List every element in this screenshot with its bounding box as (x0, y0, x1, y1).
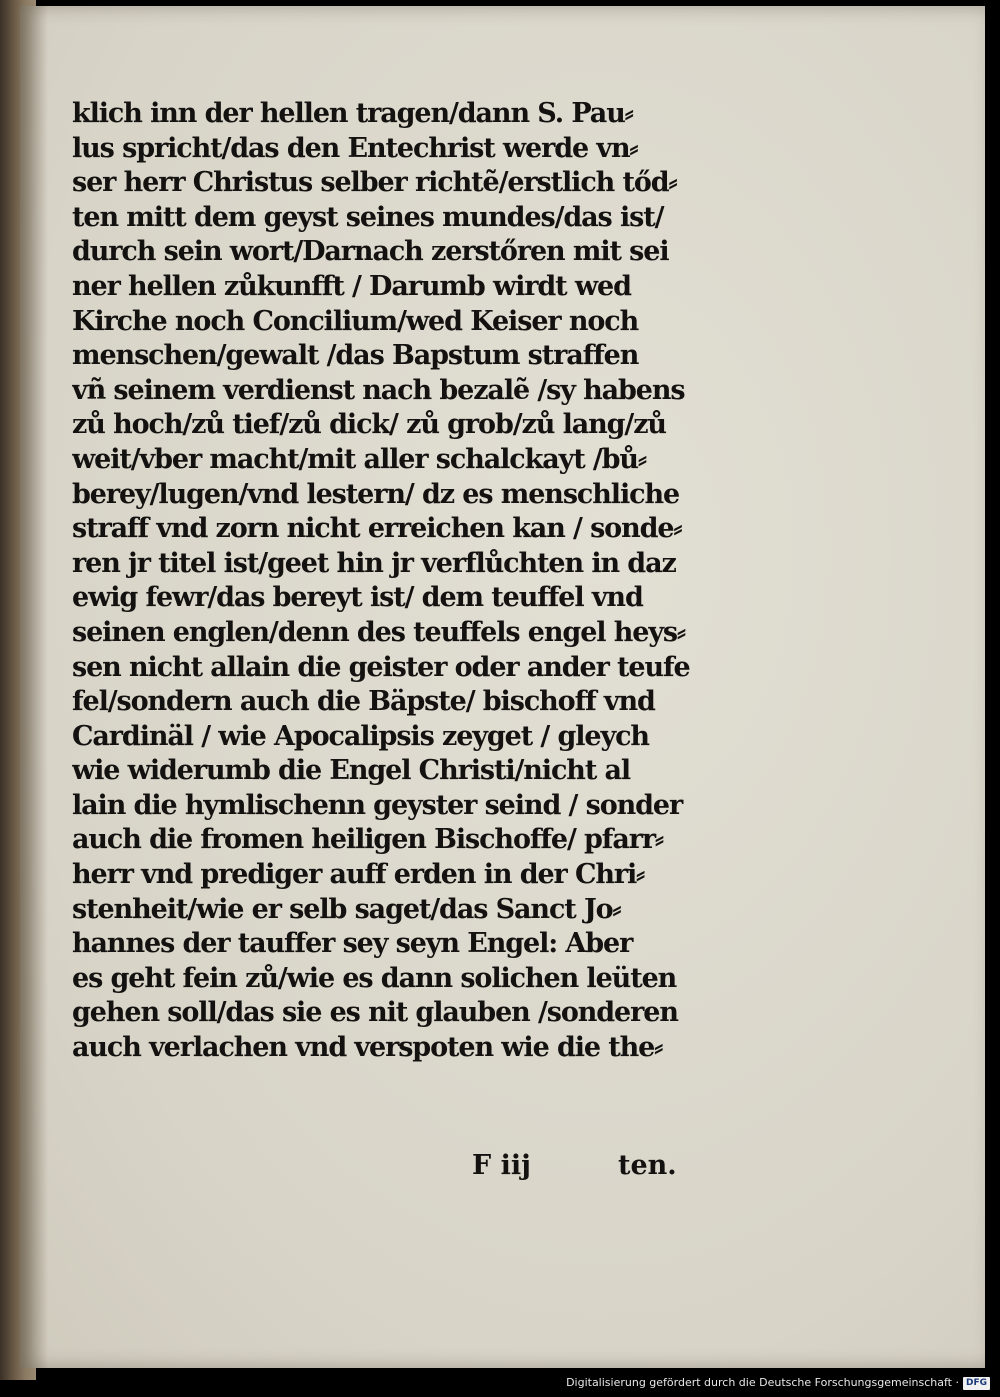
text-line: es geht fein zů/wie es dann solichen leüten (72, 962, 677, 994)
text-line: ten mitt dem geyst seines mundes/das ist/ (72, 201, 664, 233)
text-line: weit/vber macht/mit aller schalckayt /bů⸗ (72, 443, 646, 475)
text-line: wie widerumb die Engel Christi/nicht al (72, 755, 631, 787)
text-line: seinen englen/denn des teuffels engel heys⸗ (72, 616, 685, 648)
text-line: ren jr titel ist/geet hin jr verflůchten in daz (72, 547, 676, 579)
page-gutter-shadow (20, 6, 48, 1368)
text-line: stenheit/wie er selb saget/das Sanct Jo⸗ (72, 893, 621, 925)
text-line: auch verlachen vnd verspoten wie die the⸗ (72, 1032, 663, 1064)
text-line: hannes der tauffer sey seyn Engel: Aber (72, 928, 633, 960)
signature-mark: F iij (472, 1150, 531, 1181)
text-line: durch sein wort/Darnach zerstőren mit sei (72, 236, 669, 268)
catchword: ten. (618, 1150, 677, 1181)
text-line: straff vnd zorn nicht erreichen kan / sonde⸗ (72, 513, 682, 545)
text-line: auch die fromen heiligen Bischoffe/ pfarr⸗ (72, 824, 663, 856)
text-line: Cardinäl / wie Apocalipsis zeyget / gleych (72, 720, 649, 752)
text-line: lus spricht/das den Entechrist werde vn⸗ (72, 132, 638, 164)
text-line: herr vnd prediger auff erden in der Chri⸗ (72, 859, 645, 891)
text-line: berey/lugen/vnd lestern/ dz es menschliche (72, 478, 680, 510)
dfg-logo-icon: DFG (963, 1377, 990, 1390)
text-line: klich inn der hellen tragen/dann S. Pau⸗ (72, 98, 633, 129)
text-block (72, 97, 690, 1066)
page-footer (72, 1150, 702, 1186)
text-line: ner hellen zůkunfft / Darumb wirdt wed (72, 270, 631, 302)
credit-text: Digitalisierung gefördert durch die Deutsche Forschungsgemeinschaft · (566, 1376, 959, 1389)
text-line: sen nicht allain die geister oder ander teufe (72, 651, 690, 683)
text-line: Kirche noch Concilium/wed Keiser noch (72, 305, 639, 337)
text-line: vñ seinem verdienst nach bezalẽ /sy habens (72, 374, 685, 406)
text-line: lain die hymlischenn geyster seind / sonder (72, 789, 683, 821)
text-line: ewig fewr/das bereyt ist/ dem teuffel vnd (72, 582, 643, 614)
text-line: zů hoch/zů tief/zů dick/ zů grob/zů lang/zů (72, 409, 666, 441)
text-line: ser herr Christus selber richtẽ/erstlich tőd⸗ (72, 167, 677, 199)
text-line: fel/sondern auch die Bäpste/ bischoff vnd (72, 686, 655, 718)
digitization-credit (566, 1375, 990, 1391)
text-line: gehen soll/das sie es nit glauben /sonderen (72, 997, 678, 1029)
text-line: menschen/gewalt /das Bapstum straffen (72, 340, 639, 372)
